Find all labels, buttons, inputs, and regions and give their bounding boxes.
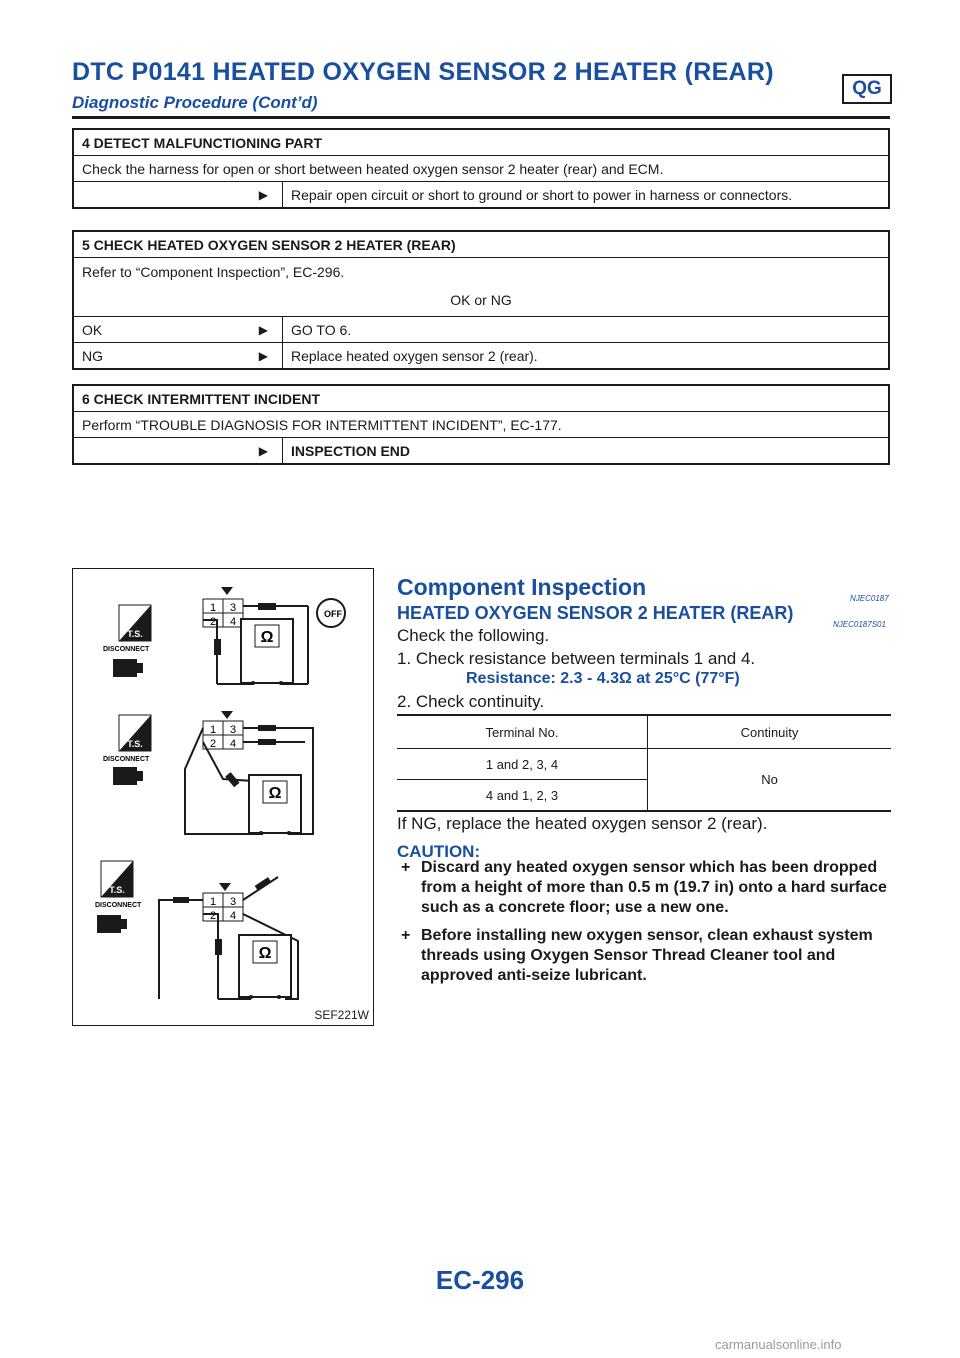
table-cell: No <box>648 749 892 812</box>
step-6-table <box>72 384 890 465</box>
disconnect-label: DISCONNECT <box>103 756 150 763</box>
svg-text:4: 4 <box>229 616 237 628</box>
engine-badge: QG <box>842 74 892 104</box>
connector-icon <box>97 915 121 933</box>
arrow-icon: ▶ <box>220 343 283 370</box>
sensor-connector <box>203 587 243 628</box>
step-4-result: Repair open circuit or short to ground or short to power in harness or connectors. <box>283 182 890 209</box>
page-title: DTC P0141 HEATED OXYGEN SENSOR 2 HEATER (REAR) <box>72 58 774 86</box>
step-6-body: Perform “TROUBLE DIAGNOSIS FOR INTERMITTENT INCIDENT”, EC-177. <box>73 412 889 438</box>
caution-text: Discard any heated oxygen sensor which has been dropped from a height of more than 0.5 m (19.7 in) onto a hard surface such as a concrete floor; use a new one. <box>421 859 887 916</box>
wiring-diagram <box>73 569 373 1025</box>
step-5-ng-label: NG <box>73 343 220 370</box>
ts-icon <box>101 861 133 897</box>
svg-text:1: 1 <box>209 602 217 614</box>
step-4-table <box>72 128 890 209</box>
ignition-off-icon <box>317 599 345 627</box>
step-5-ng-result: Replace heated oxygen sensor 2 (rear). <box>283 343 890 370</box>
page-number: EC-296 <box>435 1265 525 1295</box>
step-6-result: INSPECTION END <box>283 438 890 465</box>
section-title: Component Inspection <box>397 574 647 600</box>
watermark: carmanualsonline.info <box>715 1337 842 1352</box>
step-4-heading: 4 DETECT MALFUNCTIONING PART <box>73 129 889 156</box>
svg-text:2: 2 <box>209 910 217 922</box>
table-header: Continuity <box>648 715 892 749</box>
sensor-connector <box>203 711 243 750</box>
svg-text:4: 4 <box>229 738 237 750</box>
step-4-result-label <box>73 182 220 209</box>
svg-text:OFF: OFF <box>324 609 342 619</box>
inspection-figure <box>72 568 374 1026</box>
ts-icon <box>119 605 151 641</box>
list-item <box>397 926 892 986</box>
header-divider <box>72 116 890 119</box>
section-code: NJEC0187 <box>850 594 889 603</box>
step-5-heading: 5 CHECK HEATED OXYGEN SENSOR 2 HEATER (REAR) <box>73 231 889 258</box>
step-5-table <box>72 230 890 370</box>
step-2-text: 2. Check continuity. <box>397 692 545 711</box>
caution-label: CAUTION: <box>397 842 481 861</box>
arrow-icon: ▶ <box>220 182 283 209</box>
svg-text:1: 1 <box>209 896 217 908</box>
svg-text:T.S.: T.S. <box>127 739 143 749</box>
step-1-text: 1. Check resistance between terminals 1 and 4. <box>397 649 756 668</box>
section-subcode: NJEC0187S01 <box>833 620 886 629</box>
table-header: Terminal No. <box>397 715 648 749</box>
resistance-spec: Resistance: 2.3 - 4.3Ω at 25°C (77°F) <box>466 670 740 687</box>
ng-text: If NG, replace the heated oxygen sensor 2 (rear). <box>397 814 768 833</box>
svg-text:2: 2 <box>209 738 217 750</box>
svg-text:3: 3 <box>229 724 237 736</box>
connector-icon <box>113 659 137 677</box>
svg-text:3: 3 <box>229 896 237 908</box>
caution-text: Before installing new oxygen sensor, clean exhaust system threads using Oxygen Sensor Thread Cleaner tool and approved anti-seize lubricant. <box>421 927 873 984</box>
step-6-heading: 6 CHECK INTERMITTENT INCIDENT <box>73 385 889 412</box>
table-cell: 4 and 1, 2, 3 <box>397 780 648 812</box>
svg-text:3: 3 <box>229 602 237 614</box>
ts-icon <box>119 715 151 751</box>
intro-text: Check the following. <box>397 626 550 645</box>
caution-list <box>397 858 892 986</box>
figure-label: SEF221W <box>314 1008 369 1022</box>
section-subtitle: HEATED OXYGEN SENSOR 2 HEATER (REAR) <box>397 603 794 623</box>
list-item <box>397 858 892 918</box>
svg-text:Ω: Ω <box>268 785 282 802</box>
disconnect-label: DISCONNECT <box>103 646 150 653</box>
svg-text:Ω: Ω <box>260 629 274 646</box>
arrow-icon: ▶ <box>220 438 283 465</box>
svg-text:2: 2 <box>209 616 217 628</box>
disconnect-label: DISCONNECT <box>95 902 142 909</box>
bullet-icon: + <box>401 859 411 876</box>
page-subtitle: Diagnostic Procedure (Cont’d) <box>72 93 318 112</box>
connector-icon <box>113 767 137 785</box>
svg-text:4: 4 <box>229 910 237 922</box>
step-5-ok-result: GO TO 6. <box>283 317 890 343</box>
step-5-ok-label: OK <box>73 317 220 343</box>
step-5-question: OK or NG <box>450 292 512 308</box>
continuity-table <box>397 714 891 812</box>
svg-text:1: 1 <box>209 724 217 736</box>
sensor-connector <box>203 883 243 922</box>
step-5-body <box>73 258 889 317</box>
svg-text:T.S.: T.S. <box>127 629 143 639</box>
svg-text:Ω: Ω <box>258 945 272 962</box>
step-6-result-label <box>73 438 220 465</box>
step-5-body-text: Refer to “Component Inspection”, EC-296. <box>82 264 345 280</box>
bullet-icon: + <box>401 927 411 944</box>
arrow-icon: ▶ <box>220 317 283 343</box>
svg-text:T.S.: T.S. <box>109 885 125 895</box>
table-cell: 1 and 2, 3, 4 <box>397 749 648 780</box>
step-4-body: Check the harness for open or short between heated oxygen sensor 2 heater (rear) and ECM. <box>73 156 889 182</box>
